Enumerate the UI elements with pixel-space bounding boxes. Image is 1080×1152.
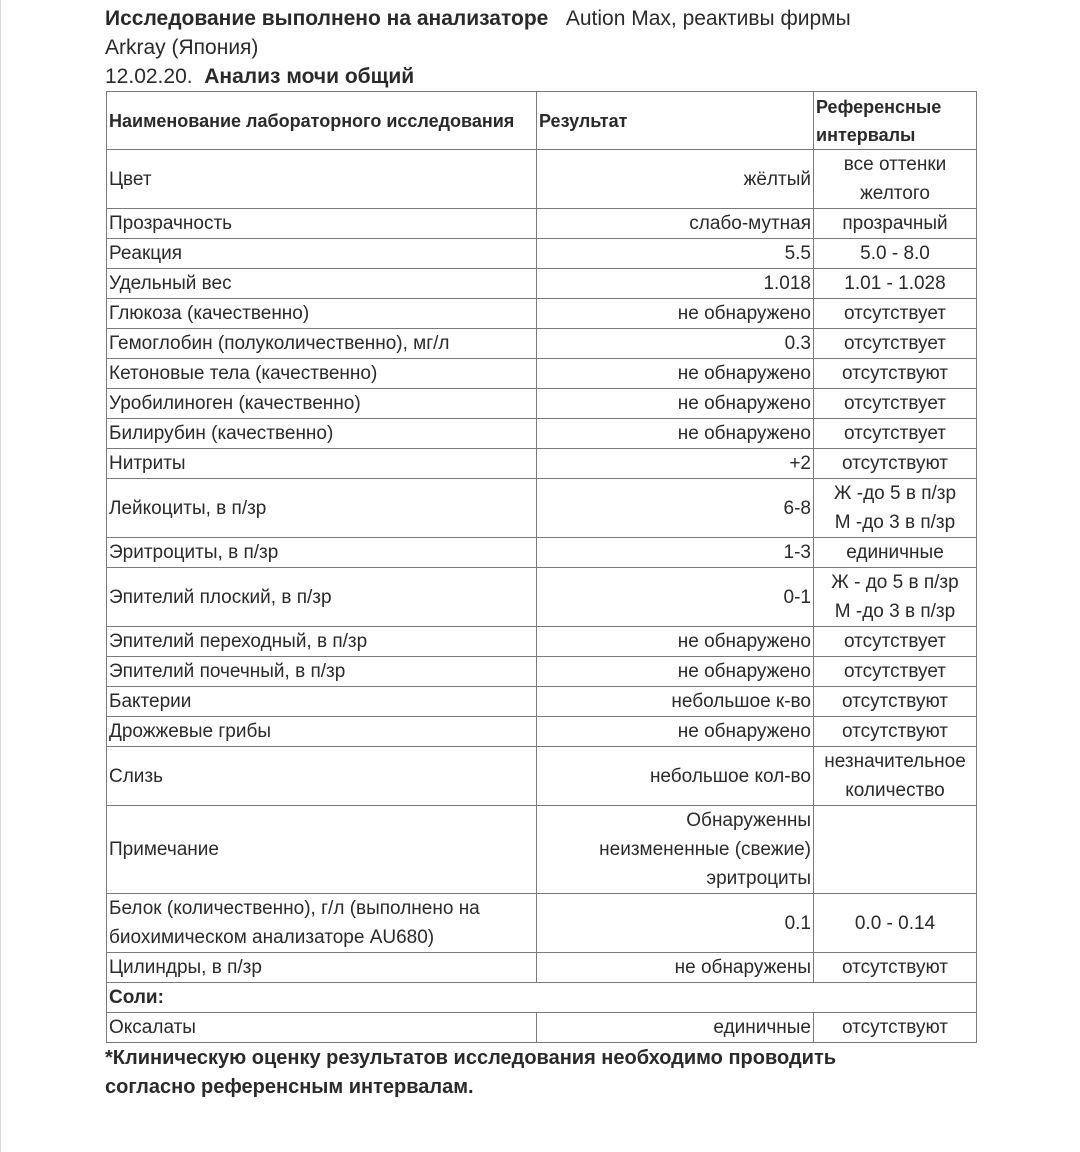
reference-interval-line: 0.0 - 0.14 <box>854 912 936 934</box>
reference-interval <box>814 359 977 389</box>
table-row <box>107 953 977 983</box>
reference-interval <box>814 806 977 894</box>
analysis-title: Анализ мочи общий <box>204 65 415 88</box>
test-result: не обнаружено <box>537 657 814 687</box>
test-name: Цилиндры, в п/зр <box>107 953 537 983</box>
test-name: Гемоглобин (полуколичественно), мг/л <box>107 329 537 359</box>
reference-interval-line: отсутствуют <box>841 691 949 712</box>
test-name <box>107 894 537 953</box>
test-result: не обнаружено <box>537 299 814 329</box>
reference-interval <box>814 1013 977 1043</box>
test-result: не обнаружено <box>537 627 814 657</box>
reference-interval-line: 1.01 - 1.028 <box>844 273 946 294</box>
test-result: 0.1 <box>537 894 814 953</box>
header-ref: Референсные интервалы <box>814 92 977 150</box>
reference-interval-line: отсутствуют <box>841 957 949 978</box>
reference-interval <box>814 717 977 747</box>
manufacturer-line: Arkray (Япония) <box>105 36 259 59</box>
test-result-line: неизмененные (свежие) <box>599 839 811 860</box>
test-result: не обнаружено <box>537 389 814 419</box>
table-row <box>107 687 977 717</box>
table-row <box>107 717 977 747</box>
reference-interval <box>814 299 977 329</box>
test-name-line: биохимическом анализаторе AU680) <box>109 927 435 948</box>
reference-interval-line: прозрачный <box>842 213 948 234</box>
reference-interval <box>814 538 977 568</box>
table-row <box>107 329 977 359</box>
table-row <box>107 747 977 806</box>
reference-interval <box>814 479 977 538</box>
reference-interval-line <box>816 835 974 864</box>
reference-interval <box>814 150 977 209</box>
reference-interval-line: количество <box>845 780 945 801</box>
test-name: Эритроциты, в п/зр <box>107 538 537 568</box>
table-row <box>107 449 977 479</box>
test-name: Эпителий почечный, в п/зр <box>107 657 537 687</box>
test-result-line: Обнаруженны <box>686 810 811 831</box>
test-name-line: Белок (количественно), г/л (выполнено на <box>109 898 480 919</box>
test-result: +2 <box>537 449 814 479</box>
test-name: Прозрачность <box>107 209 537 239</box>
title-line <box>105 62 1005 91</box>
table-header-row <box>107 92 977 150</box>
table-row <box>107 538 977 568</box>
reference-interval-line: все оттенки <box>843 154 947 175</box>
test-result: не обнаружено <box>537 419 814 449</box>
test-result: не обнаружено <box>537 359 814 389</box>
test-name: Эпителий плоский, в п/зр <box>107 568 537 627</box>
reference-interval <box>814 269 977 299</box>
reference-interval <box>814 419 977 449</box>
table-row <box>107 209 977 239</box>
reference-interval-line: отсутствует <box>844 423 946 444</box>
reference-interval <box>814 747 977 806</box>
test-result: небольшое кол-во <box>537 747 814 806</box>
reference-interval-line: 5.0 - 8.0 <box>860 243 930 264</box>
table-row <box>107 419 977 449</box>
reference-interval <box>814 209 977 239</box>
document-header <box>105 4 1005 91</box>
test-name: Уробилиноген (качественно) <box>107 389 537 419</box>
test-name: Слизь <box>107 747 537 806</box>
test-result: 1-3 <box>537 538 814 568</box>
reference-interval-line: М -до 3 в п/зр <box>834 601 956 622</box>
table-row <box>107 150 977 209</box>
reference-interval <box>814 894 977 953</box>
test-result: 0-1 <box>537 568 814 627</box>
table-row <box>107 806 977 894</box>
reference-interval-line: отсутствует <box>844 631 946 652</box>
table-row <box>107 983 977 1013</box>
reference-interval-line: единичные <box>846 542 944 563</box>
reference-interval <box>814 687 977 717</box>
table-row <box>107 269 977 299</box>
table-row <box>107 627 977 657</box>
reference-interval-line: отсутствует <box>844 661 946 682</box>
test-name: Реакция <box>107 239 537 269</box>
test-result-line: эритроциты <box>706 868 811 889</box>
reference-interval-line: отсутствуют <box>841 1017 949 1038</box>
reference-interval-line: незначительное <box>824 751 966 772</box>
reference-interval <box>814 389 977 419</box>
reference-interval-line: отсутствуют <box>841 453 949 474</box>
disclaimer-line-1: *Клиническую оценку результатов исследования необходимо проводить <box>105 1047 837 1069</box>
test-result: 5.5 <box>537 239 814 269</box>
test-name: Дрожжевые грибы <box>107 717 537 747</box>
test-name: Удельный вес <box>107 269 537 299</box>
test-name: Билирубин (качественно) <box>107 419 537 449</box>
disclaimer <box>105 1044 1005 1102</box>
test-name: Нитриты <box>107 449 537 479</box>
reference-interval-line: Ж -до 5 в п/зр <box>833 483 957 504</box>
reference-interval-line: М -до 3 в п/зр <box>834 512 956 533</box>
reference-interval-line: Ж - до 5 в п/зр <box>831 572 959 593</box>
table-row <box>107 657 977 687</box>
reference-interval <box>814 568 977 627</box>
test-result: 0.3 <box>537 329 814 359</box>
test-name: Оксалаты <box>107 1013 537 1043</box>
reference-interval-line: желтого <box>860 183 930 204</box>
table-row <box>107 239 977 269</box>
test-name: Кетоновые тела (качественно) <box>107 359 537 389</box>
reference-interval <box>814 657 977 687</box>
test-name: Лейкоциты, в п/зр <box>107 479 537 538</box>
test-result: 6-8 <box>537 479 814 538</box>
reference-interval <box>814 239 977 269</box>
reference-interval-line: отсутствуют <box>841 363 949 384</box>
test-result: не обнаружено <box>537 717 814 747</box>
results-table <box>106 91 977 1043</box>
table-row <box>107 568 977 627</box>
test-name: Глюкоза (качественно) <box>107 299 537 329</box>
header-result: Результат <box>537 92 814 150</box>
test-name: Примечание <box>107 806 537 894</box>
test-name: Эпителий переходный, в п/зр <box>107 627 537 657</box>
table-row <box>107 1013 977 1043</box>
test-result: не обнаружены <box>537 953 814 983</box>
reference-interval-line: отсутствует <box>844 333 946 354</box>
disclaimer-line-2: согласно референсным интервалам. <box>105 1076 474 1098</box>
table-row <box>107 359 977 389</box>
reference-interval <box>814 329 977 359</box>
test-result: жёлтый <box>537 150 814 209</box>
reference-interval-line: отсутствует <box>844 303 946 324</box>
test-result <box>537 806 814 894</box>
analyzer-name: Aution Max, реактивы фирмы <box>565 7 851 30</box>
reference-interval <box>814 953 977 983</box>
reference-interval <box>814 449 977 479</box>
reference-interval <box>814 627 977 657</box>
section-label: Соли: <box>107 983 977 1013</box>
analysis-date: 12.02.20. <box>105 65 193 88</box>
test-result: 1.018 <box>537 269 814 299</box>
test-result: единичные <box>537 1013 814 1043</box>
test-name: Бактерии <box>107 687 537 717</box>
test-name: Цвет <box>107 150 537 209</box>
reference-interval-line: отсутствует <box>844 393 946 414</box>
analyzer-label: Исследование выполнено на анализаторе <box>105 7 549 30</box>
page-edge <box>0 0 1 1152</box>
table-row <box>107 389 977 419</box>
reference-interval-line: отсутствуют <box>841 721 949 742</box>
table-row <box>107 894 977 953</box>
table-row <box>107 479 977 538</box>
analyzer-line <box>105 4 1005 33</box>
header-name: Наименование лабораторного исследования <box>107 92 537 150</box>
table-row <box>107 299 977 329</box>
test-result: небольшое к-во <box>537 687 814 717</box>
test-result: слабо-мутная <box>537 209 814 239</box>
